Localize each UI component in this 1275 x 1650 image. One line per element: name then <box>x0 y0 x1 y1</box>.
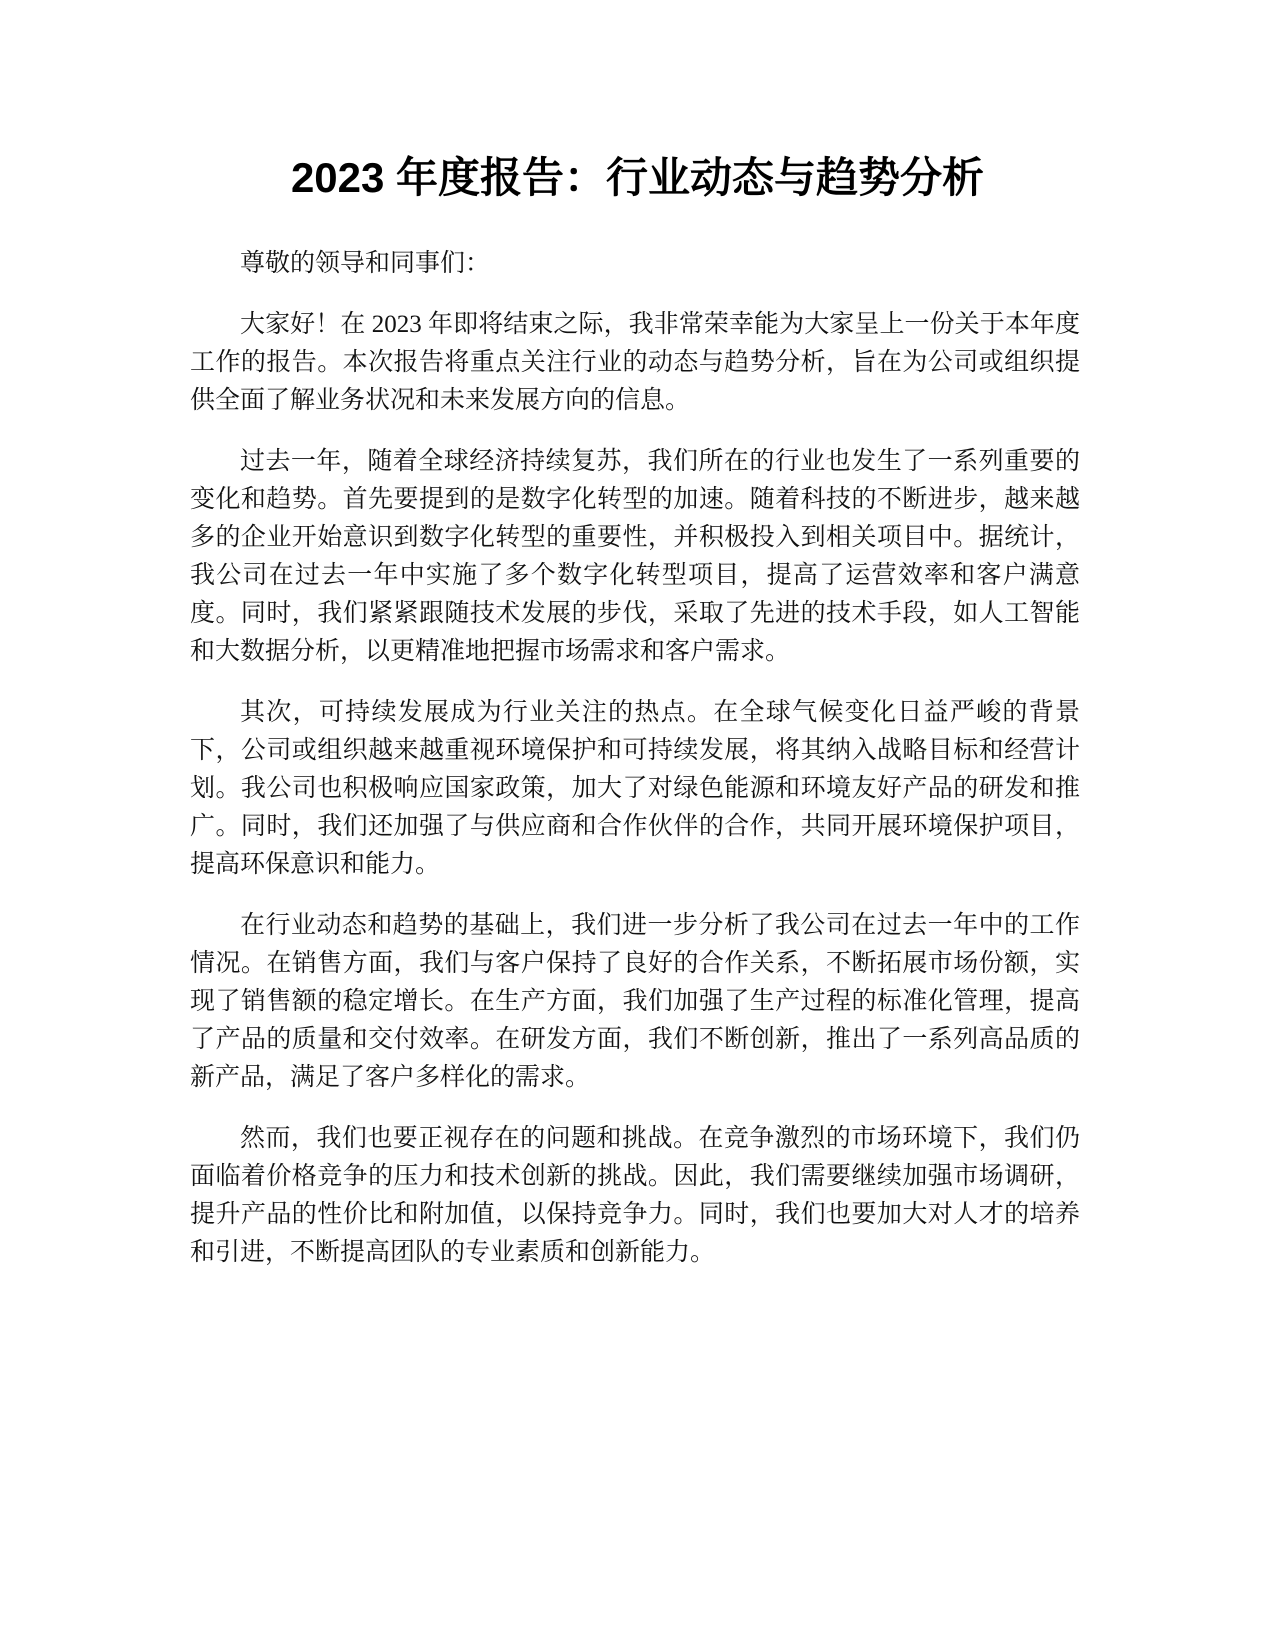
paragraph-intro: 大家好！在 2023 年即将结束之际，我非常荣幸能为大家呈上一份关于本年度工作的报告。本次报告将重点关注行业的动态与趋势分析，旨在为公司或组织提供全面了解业务状况和未来发展方向的信息。 <box>190 311 1080 414</box>
greeting-line: 尊敬的领导和同事们： <box>240 250 491 277</box>
paragraph-challenges: 然而，我们也要正视存在的问题和挑战。在竞争激烈的市场环境下，我们仍面临着价格竞争的压力和技术创新的挑战。因此，我们需要继续加强市场调研，提升产品的性价比和附加值，以保持竞争力。同时，我们也要加大对人才的培养和引进，不断提高团队的专业素质和创新能力。 <box>190 1125 1080 1266</box>
document-title: 2023 年度报告：行业动态与趋势分析 <box>290 154 985 201</box>
document-body <box>190 245 1080 1295</box>
paragraph-company-performance: 在行业动态和趋势的基础上，我们进一步分析了我公司在过去一年中的工作情况。在销售方面，我们与客户保持了良好的合作关系，不断拓展市场份额，实现了销售额的稳定增长。在生产方面，我们加强了生产过程的标准化管理，提高了产品的质量和交付效率。在研发方面，我们不断创新，推出了一系列高品质的新产品，满足了客户多样化的需求。 <box>190 912 1080 1091</box>
paragraph-digital-transformation: 过去一年，随着全球经济持续复苏，我们所在的行业也发生了一系列重要的变化和趋势。首先要提到的是数字化转型的加速。随着科技的不断进步，越来越多的企业开始意识到数字化转型的重要性，并积极投入到相关项目中。据统计，我公司在过去一年中实施了多个数字化转型项目，提高了运营效率和客户满意度。同时，我们紧紧跟随技术发展的步伐，采取了先进的技术手段，如人工智能和大数据分析，以更精准地把握市场需求和客户需求。 <box>190 448 1080 665</box>
paragraph-sustainability: 其次，可持续发展成为行业关注的热点。在全球气候变化日益严峻的背景下，公司或组织越来越重视环境保护和可持续发展，将其纳入战略目标和经营计划。我公司也积极响应国家政策，加大了对绿色能源和环境友好产品的研发和推广。同时，我们还加强了与供应商和合作伙伴的合作，共同开展环境保护项目，提高环保意识和能力。 <box>190 699 1080 878</box>
